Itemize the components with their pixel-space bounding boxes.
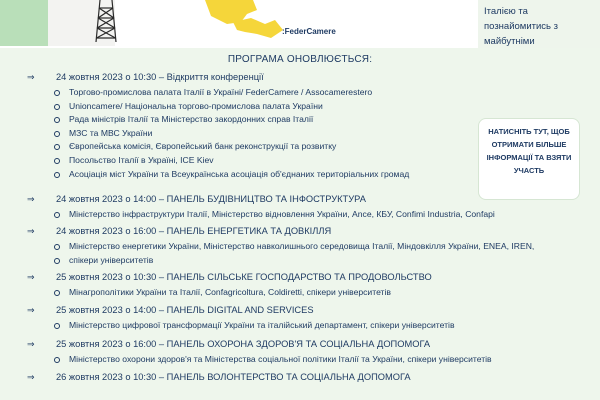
circle-bullet-icon [54,244,60,250]
session-item [62,354,492,365]
circle-bullet-icon [54,290,60,296]
session-item-text: спікери університетів [69,254,154,265]
arrow-right-icon: ⇒ [27,305,35,315]
session-item-text: Міністерство енергетики України, Міністерство навколишнього середовища Італії, Міндовкілля України, ENEA, IREN, [69,241,535,251]
circle-bullet-icon [54,172,60,178]
tower-icon [92,0,120,42]
session-item [62,155,214,166]
session-item-text: Міністерство цифрової трансформації України та італійський департамент, спікери університетів [69,320,455,330]
arrow-right-icon: ⇒ [27,194,35,204]
session-item-text: Міністерство інфраструктури Італії, Міністерство відновлення України, Ance, КБУ, Confimi Industria, Confapi [69,209,495,219]
session-item [62,114,313,125]
session-item [62,169,409,180]
session-item [62,241,534,252]
session-item-text: Європейська комісія, Європейський банк реконструкції та розвитку [69,141,337,152]
session-item-text: Unioncamere/ Національна торгово-промислова палата України [69,100,323,111]
session-item-text: Посольство Італії в Україні, ICE Kiev [69,155,214,165]
circle-bullet-icon [54,357,60,363]
session-item [62,128,152,139]
session-item [62,141,336,152]
arrow-right-icon: ⇒ [27,272,35,282]
circle-bullet-icon [54,104,60,110]
circle-bullet-icon [54,131,60,137]
session-item-text: Міністерство охорони здоров'я та Міністерства соціальної політики Італії та України, спікери університетів [69,354,492,364]
session-item [62,320,455,331]
session-item-text: МЗС та МВС України [69,127,153,138]
session-heading-text: 26 жовтня 2023 о 10:30 – ПАНЕЛЬ ВОЛОНТЕРСТВО ТА СОЦІАЛЬНА ДОПОМОГА [56,372,411,382]
session-heading [27,304,314,316]
circle-bullet-icon [54,117,60,123]
circle-bullet-icon [54,158,60,164]
header-banner [0,0,600,48]
arrow-right-icon: ⇒ [27,372,35,382]
circle-bullet-icon [54,258,60,264]
session-heading [27,193,366,205]
session-item [62,87,372,98]
circle-bullet-icon [54,212,60,218]
session-heading-text: 25 жовтня 2023 о 10:30 – ПАНЕЛЬ СІЛЬСЬКЕ ГОСПОДАРСТВО ТА ПРОДОВОЛЬСТВО [56,272,432,282]
session-item [62,255,153,266]
flag-stripe-green [0,0,48,46]
session-heading [27,271,432,283]
session-item-text: Торгово-промислова палата Італії в Україні/ FederCamere / Assocamerestero [69,87,373,97]
circle-bullet-icon [54,90,60,96]
session-item-text: Рада міністрів Італії та Міністерство закордонних справ Італії [69,114,314,125]
session-heading-text: 24 жовтня 2023 о 16:00 – ПАНЕЛЬ ЕНЕРГЕТИКА ТА ДОВКІЛЛЯ [56,226,332,236]
arrow-right-icon: ⇒ [27,72,35,82]
session-heading-text: 25 жовтня 2023 о 14:00 – ПАНЕЛЬ DIGITAL AND SERVICES [56,305,314,315]
session-heading [27,225,332,237]
description-line: Італією та познайомитись з майбутніми [484,6,558,47]
session-item [62,101,323,112]
session-item [62,209,495,220]
arrow-right-icon: ⇒ [27,226,35,236]
circle-bullet-icon [54,144,60,150]
session-heading-text: 24 жовтня 2023 о 14:00 – ПАНЕЛЬ БУДІВНИЦТВО ТА ІНФОСТРУКТУРА [56,194,366,204]
session-item-text: Мінагрополітики України та Італії, Confagricoltura, Coldiretti, спікери університетів [69,287,391,297]
arrow-right-icon: ⇒ [27,339,35,349]
program-section [0,48,600,400]
register-button[interactable]: НАТИСНІТЬ ТУТ, ЩОБ ОТРИМАТИ БІЛЬШЕ ІНФОРМАЦІЇ ТА ВЗЯТИ УЧАСТЬ [478,118,580,200]
federcamere-logo: :FederCamere [282,27,336,36]
session-item-text: Асоціація міст України та Всеукраїнська асоціація об'єднаних територіальних громад [69,168,410,179]
circle-bullet-icon [54,323,60,329]
session-item [62,287,391,298]
program-title: ПРОГРАМА ОНОВЛЮЄТЬСЯ: [227,54,373,65]
session-heading [27,338,431,350]
session-heading-text: 24 жовтня 2023 о 10:30 – Відкриття конференції [56,72,264,82]
session-heading-text: 25 жовтня 2023 о 16:00 – ПАНЕЛЬ ОХОРОНА ЗДОРОВ'Я ТА СОЦІАЛЬНА ДОПОМОГА [56,339,431,349]
session-heading [27,71,264,83]
session-heading [27,371,411,383]
